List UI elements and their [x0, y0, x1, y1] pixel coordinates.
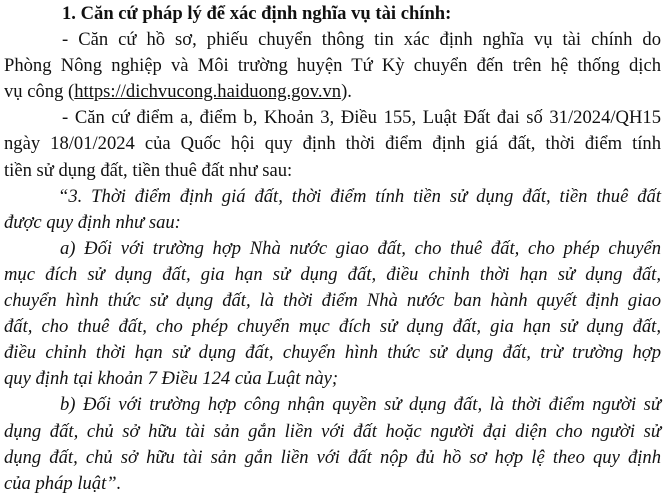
- text-line: tiền sử dụng đất, tiền thuê đất như sau:: [4, 159, 293, 181]
- quote-line: đất, cho thuê đất, cho phép chuyển mục đích sử dụng đất, gia hạn sử dụng đất,: [4, 316, 661, 338]
- quoted-law-excerpt: [4, 184, 661, 497]
- quote-line: a) Đối với trường hợp Nhà nước giao đất, cho thuê đất, cho phép chuyển: [60, 237, 661, 259]
- text-line: Phòng Nông nghiệp và Môi trường huyện Tứ Kỳ chuyển đến trên hệ thống dịch: [4, 55, 661, 77]
- text-fragment: ).: [341, 81, 352, 103]
- text-line: - Căn cứ điểm a, điểm b, Khoản 3, Điều 155, Luật Đất đai số 31/2024/QH15: [62, 107, 661, 129]
- quote-line: “3. Thời điểm định giá đất, thời điểm tính tiền sử dụng đất, tiền thuê đất: [58, 185, 661, 207]
- quote-line: của pháp luật”.: [4, 472, 122, 494]
- quote-item-b: [4, 392, 661, 496]
- paragraph-dossier-basis: [4, 27, 661, 105]
- text-fragment: vụ công (: [4, 81, 75, 103]
- text-line: [4, 79, 661, 105]
- quote-line: mục đích sử dụng đất, gia hạn sử dụng đất, điều chỉnh thời hạn sử dụng đất,: [4, 263, 661, 285]
- quote-line: được quy định như sau:: [4, 211, 181, 233]
- quote-line: dụng đất, chủ sở hữu tài sản gắn liền với đất nộp đủ hồ sơ hợp lệ theo quy định: [4, 446, 661, 468]
- quote-line: chuyển hình thức sử dụng đất, là thời điểm Nhà nước ban hành quyết định giao: [4, 290, 661, 312]
- quote-line: dụng đất, chủ sở hữu tài sản gắn liền với đất hoặc người đại diện cho người sử: [4, 420, 661, 442]
- quote-line: b) Đối với trường hợp công nhận quyền sử dụng đất, là thời điểm người sử: [60, 394, 661, 416]
- quote-line: điều chỉnh thời hạn sử dụng đất, chuyển hình thức sử dụng đất, trừ trường hợp: [4, 342, 661, 364]
- quote-line: quy định tại khoản 7 Điều 124 của Luật này;: [4, 368, 339, 390]
- text-line: ngày 18/01/2024 của Quốc hội quy định thời điểm định giá đất, thời điểm tính: [4, 133, 661, 155]
- quote-item-a: [4, 236, 661, 393]
- public-service-url-link[interactable]: https://dichvucong.haiduong.gov.vn: [74, 81, 342, 103]
- text-line: - Căn cứ hồ sơ, phiếu chuyển thông tin xác định nghĩa vụ tài chính do: [62, 29, 661, 51]
- paragraph-land-law-basis: [4, 105, 661, 183]
- section-heading: 1. Căn cứ pháp lý để xác định nghĩa vụ tài chính:: [62, 3, 452, 24]
